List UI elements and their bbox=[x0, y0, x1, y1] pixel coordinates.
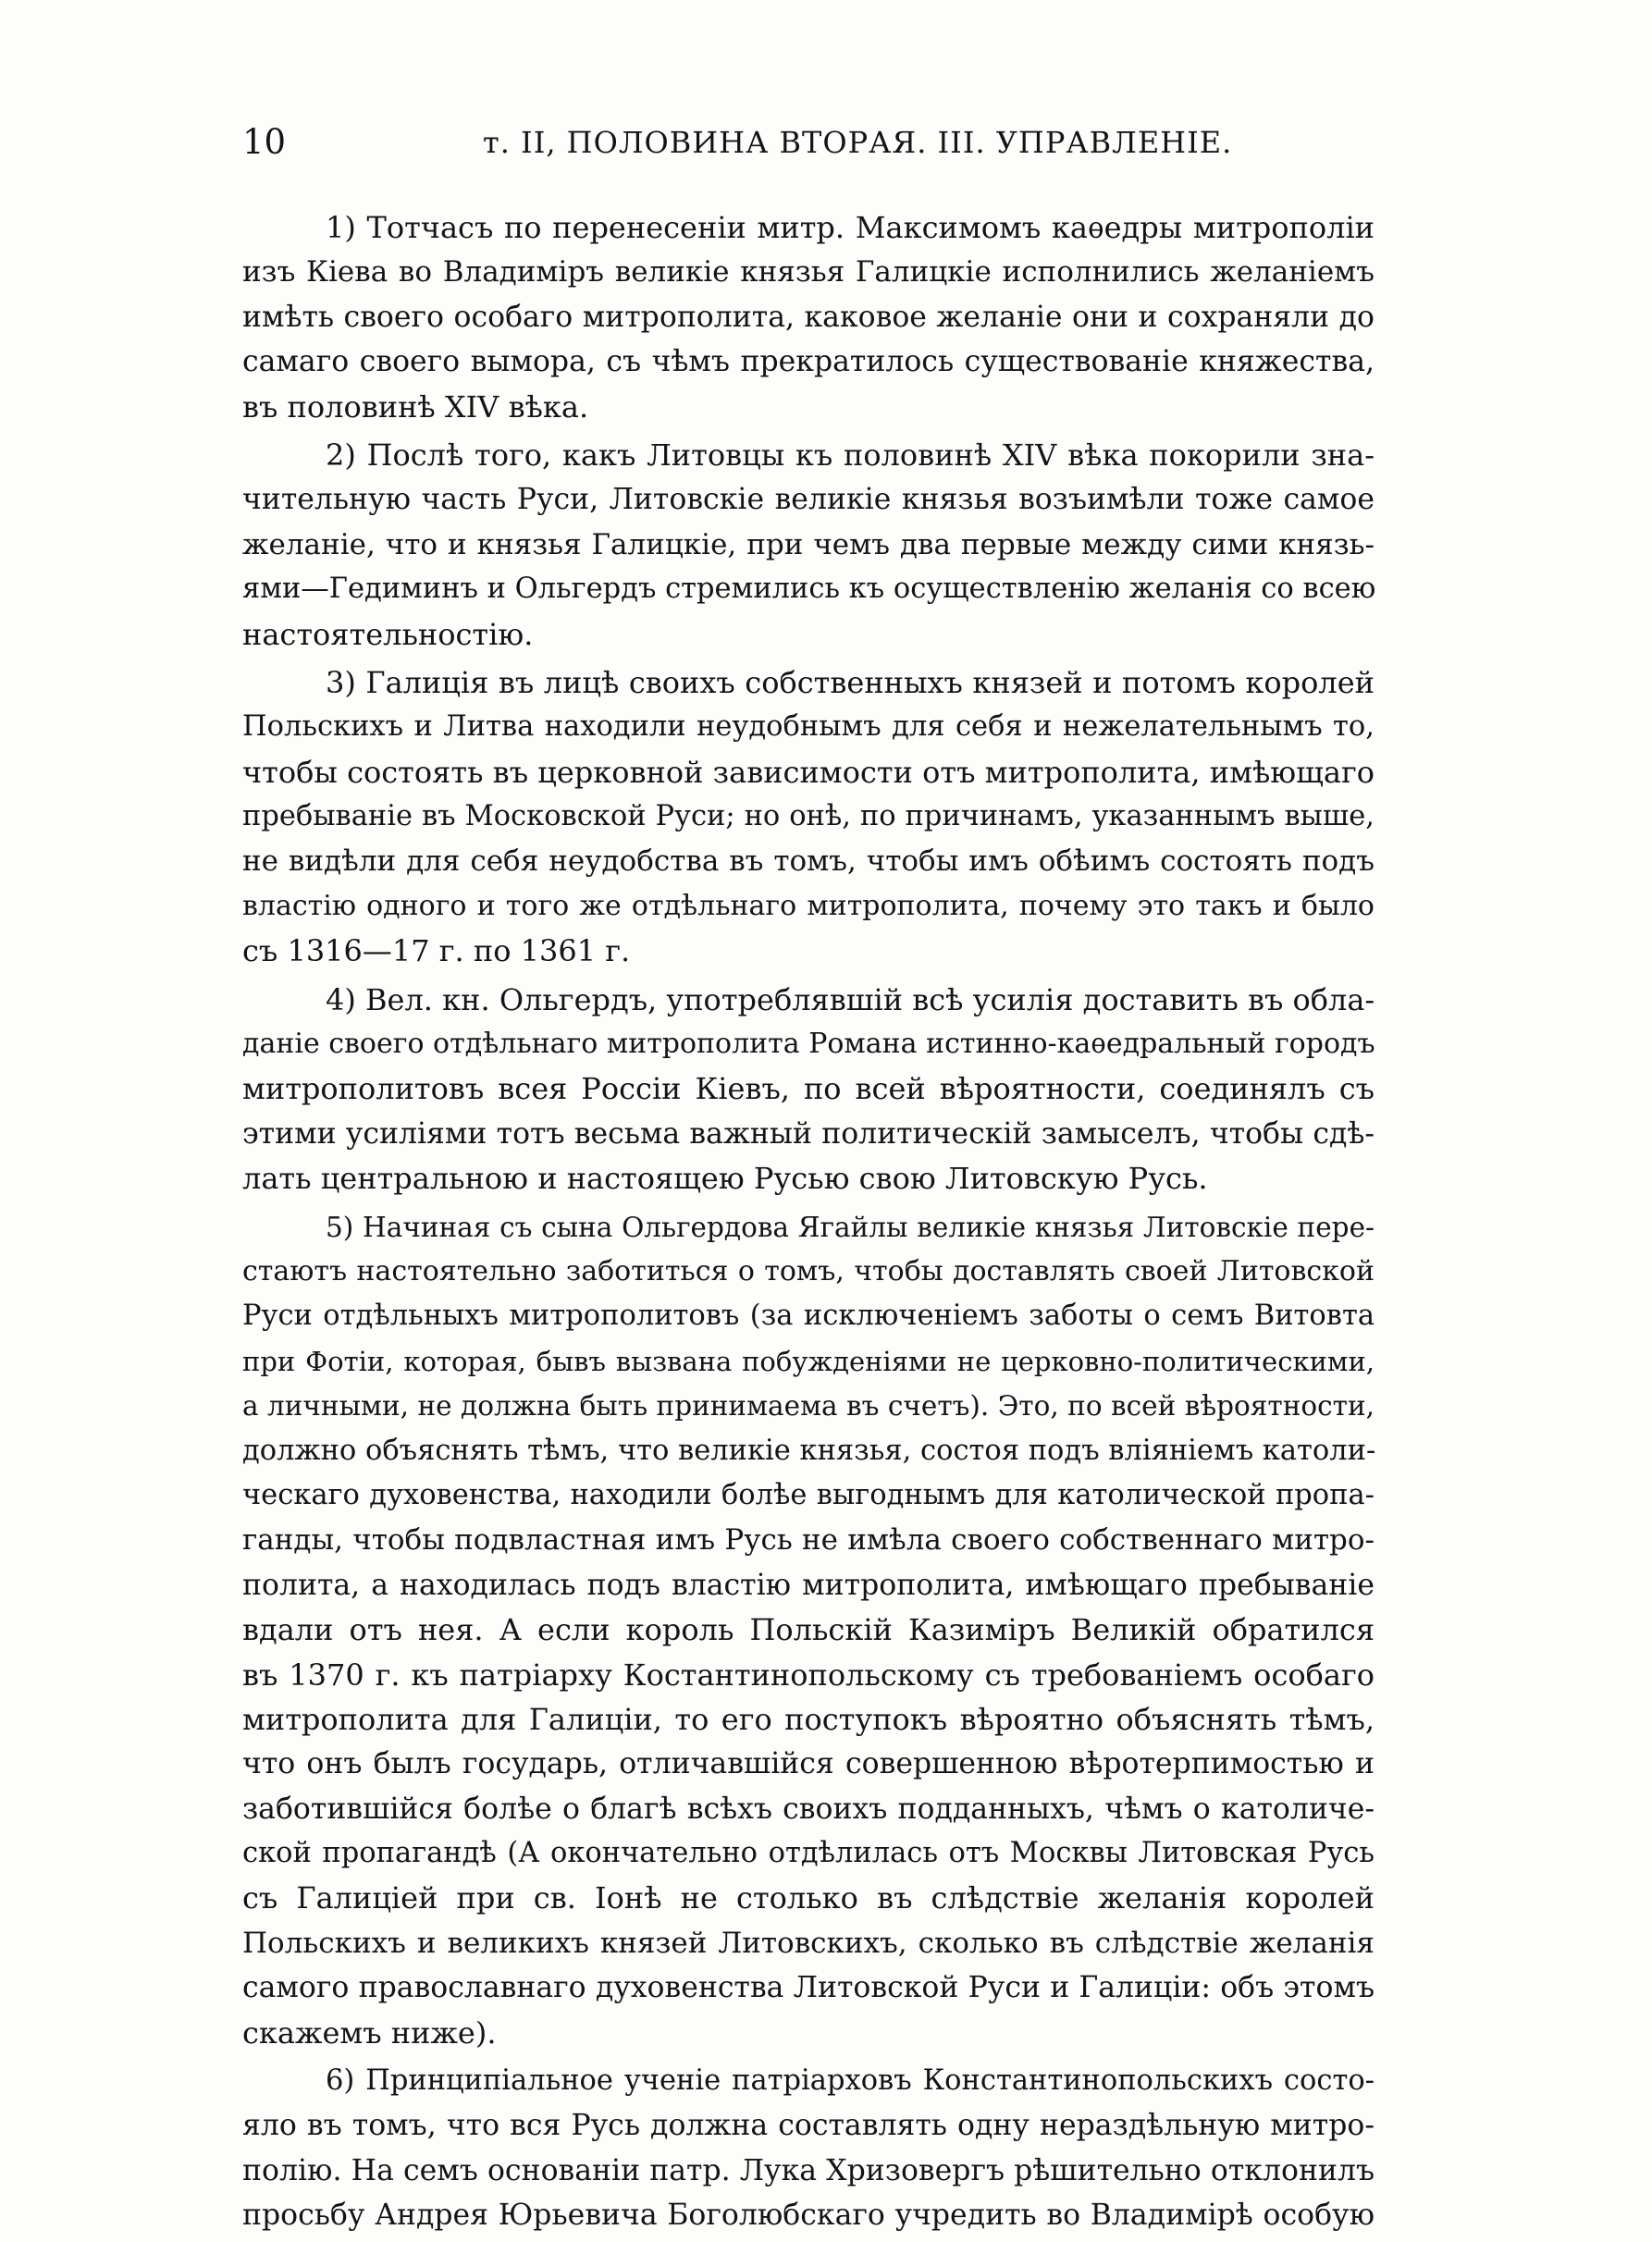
text-line: желаніе, что и князья Галицкіе, при чемъ два первые между сими князь- bbox=[242, 527, 1375, 561]
text-line: 5) Начиная съ сына Ольгердова Ягайлы великіе князья Литовскіе пере- bbox=[326, 1211, 1375, 1243]
text-line: полію. На семъ основаніи патр. Лука Хризовергъ рѣшительно отклонилъ bbox=[242, 2153, 1375, 2187]
text-line: имѣть своего особаго митрополита, каковое желаніе они и сохраняли до bbox=[242, 300, 1375, 334]
paragraph bbox=[242, 205, 1375, 429]
paragraph bbox=[242, 2059, 1375, 2238]
text-line: при Фотіи, которая, бывъ вызвана побужденіями не церковно-политическими, bbox=[242, 1345, 1375, 1377]
text-line: 4) Вел. кн. Ольгердъ, употреблявшій всѣ усилія доставить въ обла- bbox=[326, 981, 1375, 1017]
text-line: Руси отдѣльныхъ митрополитовъ (за исключеніемъ заботы о семъ Витовта bbox=[242, 1300, 1375, 1333]
text-line: митрополитовъ всея Россіи Кіевъ, по всей вѣроятности, соединялъ съ bbox=[242, 1071, 1375, 1107]
text-line: 3) Галиція въ лицѣ своихъ собственныхъ князей и потомъ королей bbox=[326, 664, 1375, 700]
text-line: властію одного и того же отдѣльнаго митрополита, почему это такъ и было bbox=[242, 889, 1375, 922]
text-line: настоятельностію. bbox=[242, 616, 534, 652]
text-line: 1) Тотчасъ по перенесеніи митр. Максимомъ каѳедры митрополіи bbox=[326, 210, 1375, 245]
text-line: не видѣли для себя неудобства въ томъ, чтобы имъ обѣимъ состоять подъ bbox=[242, 844, 1375, 879]
text-line: пребываніе въ Московской Руси; но онѣ, по причинамъ, указаннымъ выше, bbox=[242, 800, 1375, 833]
text-line: а личными, не должна быть принимаема въ счетъ). Это, по всей вѣроятности, bbox=[242, 1390, 1375, 1423]
text-line: должно объяснять тѣмъ, что великіе князья, состоя подъ вліяніемъ католи- bbox=[242, 1434, 1376, 1467]
text-line: самого православнаго духовенства Литовской Руси и Галиціи: объ этомъ bbox=[242, 1971, 1375, 2005]
text-line: чительную часть Руси, Литовскіе великіе князья возъимѣли тоже самое bbox=[242, 483, 1375, 517]
text-line: съ Галиціей при св. Іонѣ не столько въ слѣдствіе желанія королей bbox=[242, 1880, 1375, 1916]
text-line: ганды, чтобы подвластная имъ Русь не имѣла своего собственнаго митро- bbox=[242, 1523, 1375, 1558]
text-line: заботившійся болѣе о благѣ всѣхъ своихъ подданныхъ, чѣмъ о католиче- bbox=[242, 1792, 1375, 1826]
running-head-title: т. II, ПОЛОВИНА ВТОРАЯ. III. УПРАВЛЕНІЕ. bbox=[483, 125, 1233, 160]
page-number: 10 bbox=[242, 122, 287, 162]
text-line: самаго своего вымора, съ чѣмъ прекратилось существованіе княжества, bbox=[242, 345, 1375, 379]
text-line: изъ Кіева во Владиміръ великіе князья Галицкіе исполнились желаніемъ bbox=[242, 255, 1375, 289]
text-line: ями—Гедиминъ и Ольгердъ стремились къ осуществленію желанія со всею bbox=[242, 573, 1376, 606]
text-line: полита, а находилась подъ властію митрополита, имѣющаго пребываніе bbox=[242, 1568, 1375, 1602]
text-line: Польскихъ и Литва находили неудобнымъ для себя и нежелательнымъ то, bbox=[242, 710, 1375, 744]
running-head bbox=[242, 118, 1375, 174]
text-line: 2) Послѣ того, какъ Литовцы къ половинѣ XIV вѣка покорили зна- bbox=[326, 437, 1375, 473]
text-line: яло въ томъ, что вся Русь должна составлять одну нераздѣльную митро- bbox=[242, 2109, 1375, 2143]
text-line: чтобы состоять въ церковной зависимости отъ митрополита, имѣющаго bbox=[242, 754, 1375, 790]
text-line: этими усиліями тотъ весьма важный политическій замыселъ, чтобы сдѣ- bbox=[242, 1116, 1375, 1151]
text-line: митрополита для Галиціи, то его поступокъ вѣроятно объяснять тѣмъ, bbox=[242, 1701, 1375, 1737]
text-line: съ 1316—17 г. по 1361 г. bbox=[242, 933, 631, 969]
text-line: стаютъ настоятельно заботиться о томъ, чтобы доставлять своей Литовской bbox=[242, 1254, 1375, 1287]
text-line: лать центральною и настоящею Русью свою Литовскую Русь. bbox=[242, 1161, 1208, 1197]
paragraph bbox=[242, 433, 1375, 657]
text-line: вдали отъ нея. А если король Польскій Казиміръ Великій обратился bbox=[242, 1612, 1375, 1648]
paragraph bbox=[242, 1205, 1375, 2055]
text-line: ческаго духовенства, находили болѣе выгоднымъ для католической пропа- bbox=[242, 1478, 1375, 1511]
text-line: ской пропагандѣ (А окончательно отдѣлилась отъ Москвы Литовская Русь bbox=[242, 1837, 1375, 1870]
text-line: въ половинѣ XIV вѣка. bbox=[242, 388, 589, 425]
text-line: даніе своего отдѣльнаго митрополита Романа истинно-каѳедральный городъ bbox=[242, 1028, 1375, 1061]
text-line: скажемъ ниже). bbox=[242, 2014, 497, 2051]
text-line: просьбу Андрея Юрьевича Боголюбскаго учредить во Владимірѣ особую bbox=[242, 2199, 1375, 2233]
paragraph bbox=[242, 978, 1375, 1201]
text-line: въ 1370 г. къ патріарху Костантинопольскому съ требованіемъ особаго bbox=[242, 1657, 1375, 1693]
text-line: что онъ былъ государь, отличавшійся совершенною вѣротерпимостью и bbox=[242, 1747, 1375, 1781]
text-line: 6) Принципіальное ученіе патріарховъ Константинопольскихъ состо- bbox=[326, 2064, 1375, 2098]
paragraph bbox=[242, 660, 1375, 974]
text-line: Польскихъ и великихъ князей Литовскихъ, сколько въ слѣдствіе желанія bbox=[242, 1926, 1375, 1960]
body-text bbox=[242, 205, 1375, 2242]
